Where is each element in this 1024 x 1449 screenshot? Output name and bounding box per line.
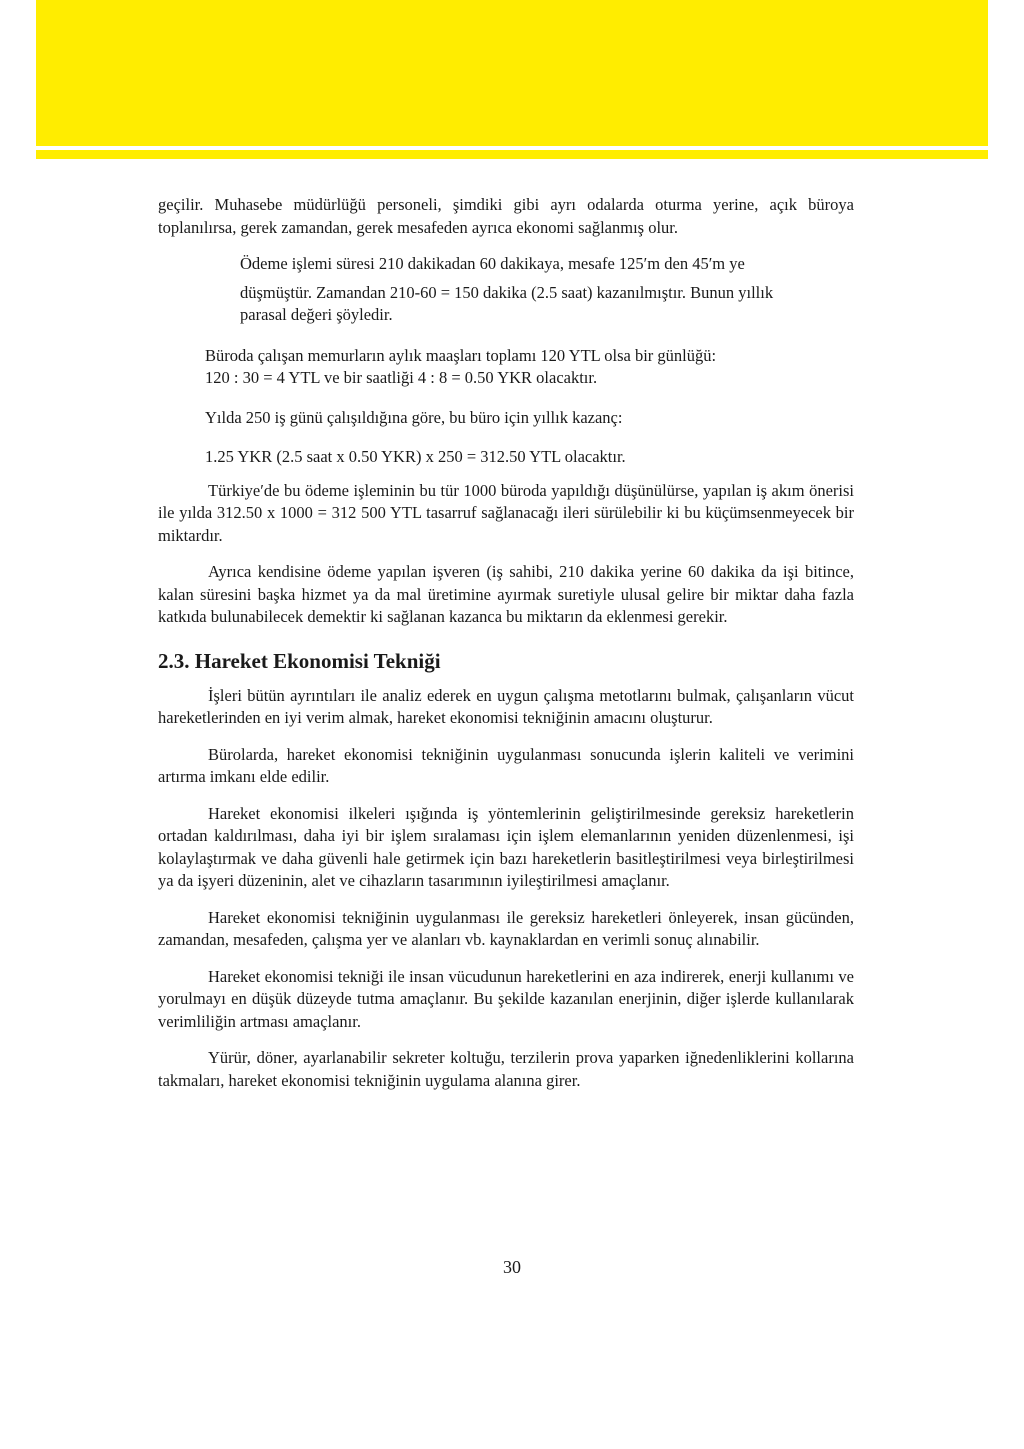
payment-time-line-2: düşmüştür. Zamandan 210-60 = 150 dakika (2.5 saat) kazanılmıştır. Bunun yıllık [240,282,774,302]
paragraph-employer-gain: Ayrıca kendisine ödeme yapılan işveren (iş sahibi, 210 dakika yerine 60 dakika da işi bitince, kalan süresini başka hizmet ya da mal üretimine ayırmak suretiyle ulusal gelire bir miktar daha fazla katkıda bulunabilecek demektir ki sağlanan kazanca bu miktarın da eklenmesi gerekir. [158,562,854,626]
paragraph-open-office: geçilir. Muhasebe müdürlüğü personeli, şimdiki gibi ayrı odalarda oturma yerine, açık büroya toplanılırsa, gerek zamandan, gerek mesafeden ayrıca ekonomi sağlanmış olur. [158,195,854,237]
paragraph-purpose: İşleri bütün ayrıntıları ile analiz ederek en uygun çalışma metotlarını bulmak, çalışanların vücut hareketlerinden en iyi verim almak, hareket ekonomisi tekniğinin amacını oluşturur. [158,685,854,727]
header-yellow-band [36,0,988,146]
payment-time-block [240,253,854,327]
page-number: 30 [503,1257,521,1277]
paragraph-principles: Hareket ekonomisi ilkeleri ışığında iş yöntemlerinin geliştirilmesinde gereksiz hareketlerin ortadan kaldırılması, daha iyi bir işlem sıralaması için işlem elemanlarının yeniden düzenlenmesi, işi kolaylaştırmak ve daha güvenli hale getirmek için bazı hareketlerin basitleştirilmesi veya birleştirilmesi ya da işyeri düzeninin, alet ve cihazların tasarımının iyileştirilmesi amaçlanır. [158,803,854,890]
payment-time-line-3: parasal değeri şöyledir. [240,305,393,324]
payment-time-line-1: Ödeme işlemi süresi 210 dakikadan 60 dakikaya, mesafe 125′m den 45′m ye [240,254,745,273]
paragraph-offices: Bürolarda, hareket ekonomisi tekniğinin uygulanması sonucunda işlerin kaliteli ve verimini artırma imkanı elde edilir. [158,744,854,786]
paragraph-examples: Yürür, döner, ayarlanabilir sekreter koltuğu, terzilerin prova yaparken iğnedenliklerini kollarına takmaları, hareket ekonomisi tekniğinin uygulama alanına girer. [158,1048,854,1090]
salary-line-2: 120 : 30 = 4 YTL ve bir saatliği 4 : 8 = 0.50 YKR olacaktır. [205,368,598,387]
page-content [158,194,854,1092]
paragraph-efficiency: Hareket ekonomisi tekniğinin uygulanması ile gereksiz hareketleri önleyerek, insan gücünden, zamandan, mesafeden, çalışma yer ve alanları vb. kaynaklardan en verimli sonuç alınabilir. [158,907,854,949]
salary-block [205,345,854,469]
salary-line-1: Büroda çalışan memurların aylık maaşları toplamı 120 YTL olsa bir günlüğü: [205,345,717,365]
header-yellow-stripe [36,150,988,159]
section-heading: 2.3. Hareket Ekonomisi Tekniği [158,648,441,673]
annual-gain-formula: 1.25 YKR (2.5 saat x 0.50 YKR) x 250 = 312.50 YTL olacaktır. [205,447,626,466]
paragraph-energy: Hareket ekonomisi tekniği ile insan vücudunun hareketlerini en aza indirerek, enerji kullanımı ve yorulmayı en düşük düzeyde tutma amaçlanır. Bu şekilde kazanılan enerjinin, diğer işlerde kullanılarak verimliliğin artması amaçlanır. [158,966,854,1031]
paragraph-turkey-savings: Türkiye′de bu ödeme işleminin bu tür 1000 büroda yapıldığı düşünülürse, yapılan iş akım önerisi ile yılda 312.50 x 1000 = 312 500 YTL tasarruf sağlanacağı ileri sürülebilir ki bu küçümsenmeyecek bir miktardır. [158,480,854,545]
annual-gain-intro: Yılda 250 iş günü çalışıldığına göre, bu büro için yıllık kazanç: [205,407,623,427]
